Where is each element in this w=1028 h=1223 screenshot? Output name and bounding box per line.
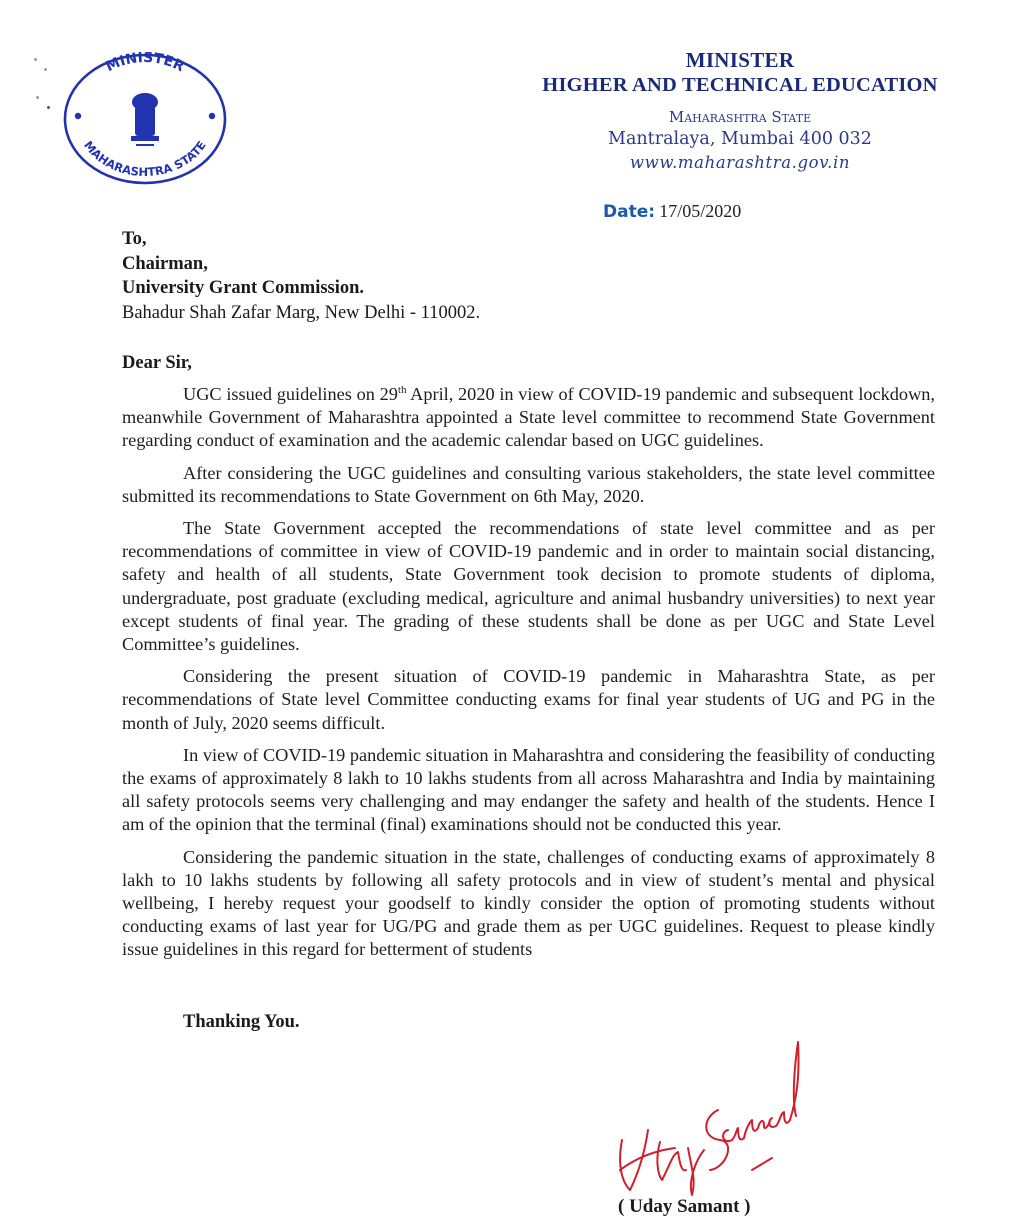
letter-body — [122, 383, 935, 971]
letterhead — [520, 48, 960, 174]
scan-speck — [36, 96, 39, 99]
letter-date — [603, 201, 741, 222]
paragraph-1 — [122, 383, 935, 453]
date-value: 17/05/2020 — [659, 201, 742, 221]
paragraph-1-text-a: UGC issued guidelines on 29 — [183, 384, 398, 404]
salutation: Dear Sir, — [122, 353, 192, 373]
seal-bottom-text: MAHARASHTRA STATE — [81, 138, 209, 180]
seal-top-text: MINISTER — [103, 52, 187, 76]
letterhead-department: HIGHER AND TECHNICAL EDUCATION — [542, 74, 938, 96]
minister-seal — [62, 52, 228, 186]
addressee-designation: Chairman, — [122, 253, 208, 274]
ordinal-superscript: th — [397, 383, 407, 396]
letterhead-website: www.maharashtra.gov.in — [629, 153, 851, 172]
paragraph-5: In view of COVID-19 pandemic situation in Maharashtra and considering the feasibility of conducting the exams of approximately 8 lakh to 10 lakhs students from all across Maharashtra and India by maintaining all safety protocols seems very challenging and may endanger the safety and health of the students. Hence I am of the opinion that the terminal (final) examinations should not be conducted this year. — [122, 744, 935, 835]
scan-speck — [44, 68, 47, 71]
signer-name: ( Uday Samant ) — [618, 1196, 751, 1217]
closing: Thanking You. — [183, 1012, 300, 1032]
paragraph-1-text-b: April, 2020 in view of COVID-19 pandemic and subsequent lockdown, meanwhile Government of Maharashtra appointed a State level committee to recommend State Government regarding conduct of examination and the academic calendar based on UGC guidelines. — [122, 384, 935, 451]
seal-dot — [75, 113, 81, 119]
addressee-address: Bahadur Shah Zafar Marg, New Delhi - 110002. — [122, 302, 481, 323]
addressee-block — [122, 227, 480, 325]
state-emblem-icon — [131, 93, 159, 146]
date-label: Date: — [603, 202, 656, 222]
addressee-to: To, — [122, 229, 147, 249]
letterhead-title: MINISTER — [685, 48, 795, 72]
letterhead-address: Mantralaya, Mumbai 400 032 — [608, 129, 872, 149]
scan-speck — [34, 58, 37, 61]
scan-speck — [47, 106, 50, 109]
addressee-organization: University Grant Commission. — [122, 278, 365, 298]
paragraph-2: After considering the UGC guidelines and consulting various stakeholders, the state level committee submitted its recommendations to State Government on 6th May, 2020. — [122, 462, 935, 506]
paragraph-6: Considering the pandemic situation in the state, challenges of conducting exams of approximately 8 lakh to 10 lakhs students by following all safety protocols and in view of student’s mental and physical wellbeing, I hereby request your goodself to kindly consider the option of promoting students without conducting exams of last year for UG/PG and grade them as per UGC guidelines. Request to please kindly issue guidelines in this regard for betterment of students — [122, 846, 935, 960]
paragraph-4: Considering the present situation of COVID-19 pandemic in Maharashtra State, as per recommendations of State level Committee conducting exams for final year students of UG and PG in the month of July, 2020 seems difficult. — [122, 666, 935, 733]
letterhead-state: Maharashtra State — [668, 108, 812, 126]
paragraph-3: The State Government accepted the recommendations of state level committee and as per recommendations of committee in view of COVID-19 pandemic and in order to maintain social distancing, safety and health of all students, State Government took decision to promote students of diploma, undergraduate, post graduate (excluding medical, agriculture and animal husbandry universities) to next year except students of final year. The grading of these students shall be done as per UGC and State Level Committee’s guidelines. — [122, 518, 935, 655]
handwritten-signature — [600, 1030, 830, 1200]
seal-dot — [209, 113, 215, 119]
